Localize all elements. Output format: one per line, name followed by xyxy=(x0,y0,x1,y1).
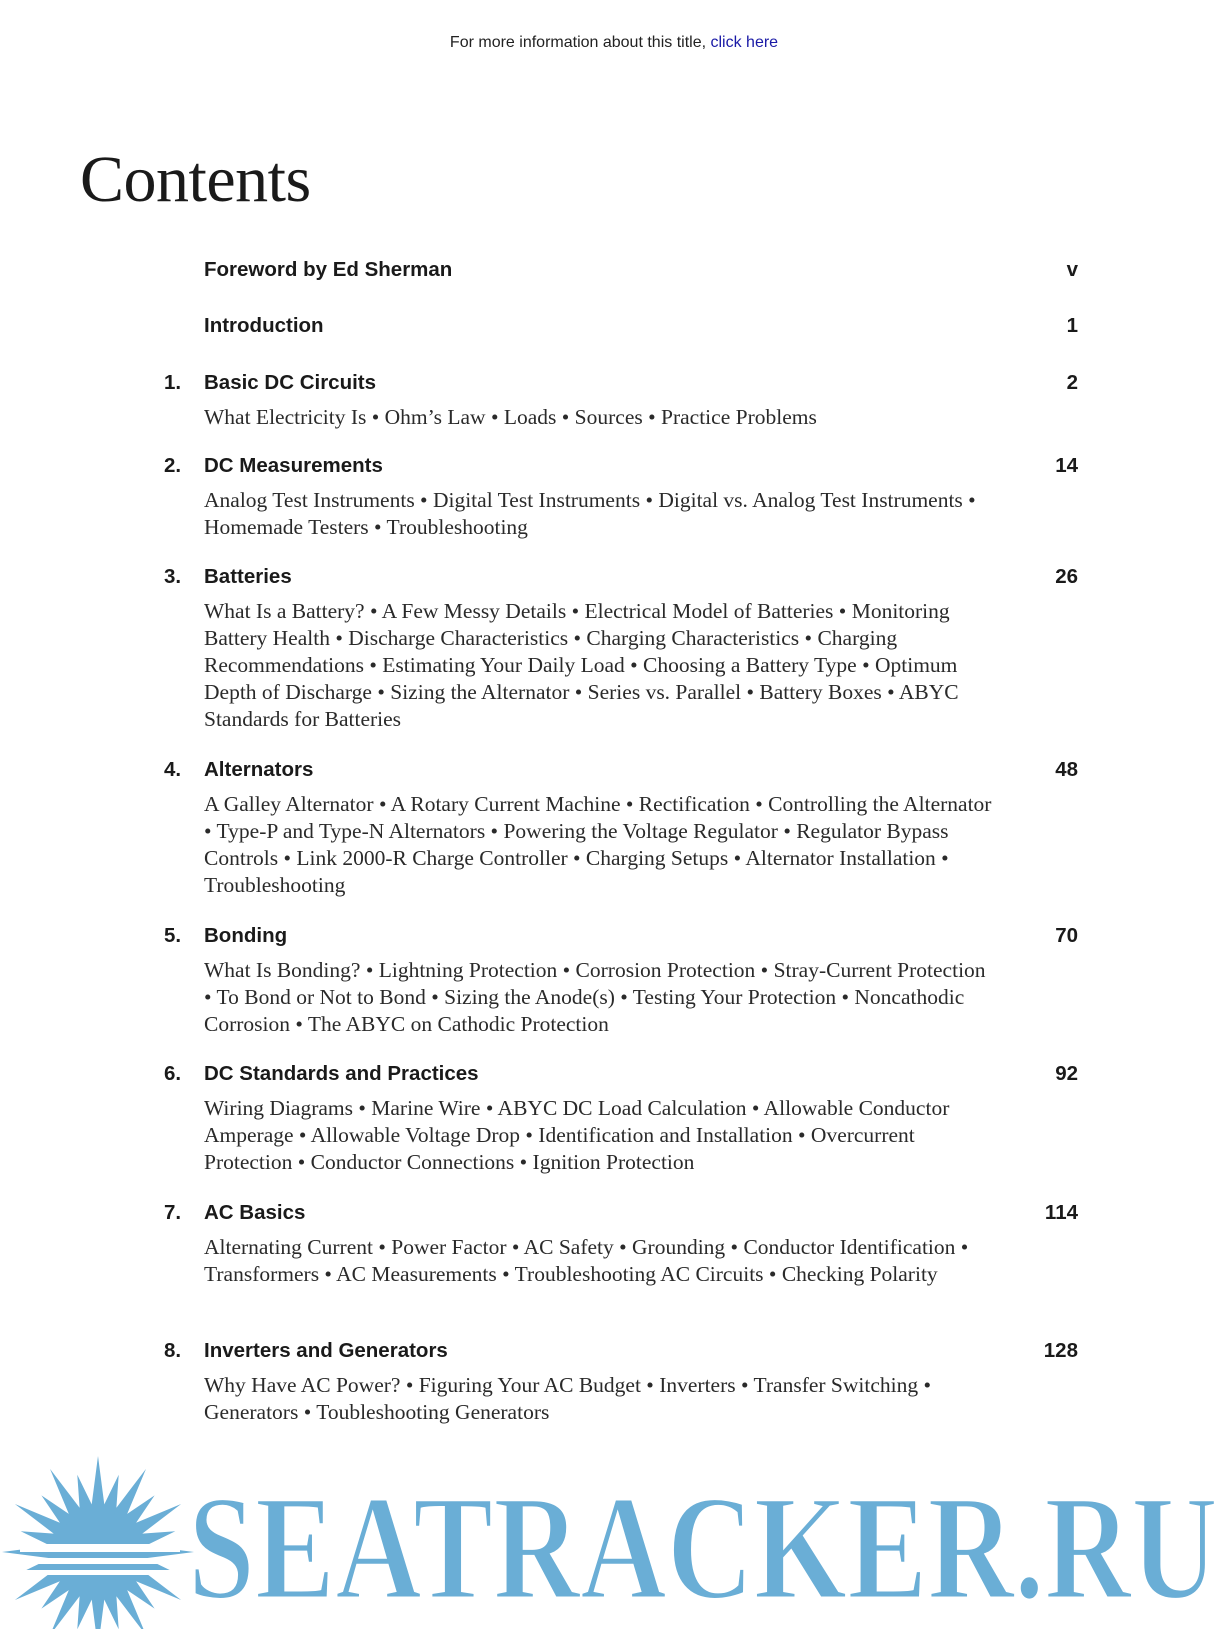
toc-entry-foreword[interactable] xyxy=(0,258,1228,284)
toc-page-number: 70 xyxy=(1055,924,1078,947)
toc-description: Why Have AC Power? • Figuring Your AC Budget • Inverters • Transfer Switching • Generators • Toubleshooting Generators xyxy=(204,1373,932,1424)
toc-description: Alternating Current • Power Factor • AC Safety • Grounding • Conductor Identification • Transformers • AC Measurements • Troubleshooting AC Circuits • Checking Polarity xyxy=(204,1235,969,1286)
click-here-link[interactable]: click here xyxy=(710,34,779,51)
toc-title: Batteries xyxy=(204,565,292,588)
toc-page-number: 2 xyxy=(1066,371,1078,394)
toc-description: A Galley Alternator • A Rotary Current Machine • Rectification • Controlling the Alternator • Type-P and Type-N Alternators • Powering the Voltage Regulator • Regulator Bypass Controls • Link 2000-R Charge Controller • Charging Setups • Alternator Installation • Troubleshooting xyxy=(204,792,992,897)
sun-horizon-stripe xyxy=(20,1570,180,1575)
toc-title: AC Basics xyxy=(204,1201,306,1224)
toc-description: Wiring Diagrams • Marine Wire • ABYC DC Load Calculation • Allowable Conductor Amperage • Allowable Voltage Drop • Identification and Installation • Overcurrent Protection • Conductor Connections • Ignition Protection xyxy=(204,1096,950,1174)
toc-number: 1. xyxy=(164,371,182,394)
toc-entry-chapter-7[interactable] xyxy=(0,1201,1228,1288)
toc-number: 6. xyxy=(164,1062,182,1085)
toc-number: 3. xyxy=(164,565,182,588)
toc-title: Inverters and Generators xyxy=(204,1339,448,1362)
sunburst-icon xyxy=(2,1456,194,1629)
toc-entry-chapter-3[interactable] xyxy=(0,565,1228,733)
watermark-text: SEATRACKER.RU xyxy=(188,1465,1218,1629)
info-note xyxy=(0,34,1228,52)
sun-horizon-stripe xyxy=(20,1558,180,1564)
toc-entry-chapter-5[interactable] xyxy=(0,924,1228,1038)
page-title: Contents xyxy=(80,143,311,216)
toc-title: Basic DC Circuits xyxy=(204,371,377,394)
info-note-text: For more information about this title, xyxy=(449,34,707,51)
toc-number: 5. xyxy=(164,924,182,947)
toc-page-number: v xyxy=(1066,258,1078,281)
toc-page-number: 128 xyxy=(1043,1339,1078,1362)
watermark-logo xyxy=(0,1440,1228,1629)
toc-title: DC Standards and Practices xyxy=(204,1062,479,1085)
toc-title: Bonding xyxy=(204,924,288,947)
toc-page-number: 26 xyxy=(1055,565,1078,588)
toc-description: What Is Bonding? • Lightning Protection • Corrosion Protection • Stray-Current Protection • To Bond or Not to Bond • Sizing the Anode(s) • Testing Your Protection • Noncathodic Corrosion • The ABYC on Cathodic Protection xyxy=(204,958,986,1036)
toc-entry-introduction[interactable] xyxy=(0,314,1228,340)
toc-description: Analog Test Instruments • Digital Test Instruments • Digital vs. Analog Test Instruments • Homemade Testers • Troubleshooting xyxy=(204,488,976,539)
toc-title: DC Measurements xyxy=(204,454,383,477)
toc-entry-chapter-6[interactable] xyxy=(0,1062,1228,1176)
sun-horizon-stripe xyxy=(20,1544,180,1552)
toc-page-number: 48 xyxy=(1055,758,1078,781)
toc-entry-chapter-1[interactable] xyxy=(0,371,1228,431)
toc-description: What Electricity Is • Ohm’s Law • Loads • Sources • Practice Problems xyxy=(204,405,817,429)
toc-page-number: 92 xyxy=(1055,1062,1078,1085)
toc-number: 8. xyxy=(164,1339,182,1362)
toc-title: Foreword by Ed Sherman xyxy=(204,258,453,281)
toc-entry-chapter-2[interactable] xyxy=(0,454,1228,541)
toc-entry-chapter-4[interactable] xyxy=(0,758,1228,899)
toc-number: 2. xyxy=(164,454,182,477)
toc-title: Alternators xyxy=(204,758,314,781)
toc-page-number: 14 xyxy=(1055,454,1078,477)
toc-number: 7. xyxy=(164,1201,182,1224)
toc-page-number: 114 xyxy=(1044,1201,1078,1224)
toc-description: What Is a Battery? • A Few Messy Details • Electrical Model of Batteries • Monitoring Battery Health • Discharge Characteristics • Charging Characteristics • Charging Recommendations • Estimating Your Daily Load • Choosing a Battery Type • Optimum Depth of Discharge • Sizing the Alternator • Series vs. Parallel • Battery Boxes • ABYC Standards for Batteries xyxy=(204,599,959,731)
toc-entry-chapter-8[interactable] xyxy=(0,1339,1228,1426)
toc-number: 4. xyxy=(164,758,182,781)
toc-title: Introduction xyxy=(204,314,324,337)
toc-page-number: 1 xyxy=(1066,314,1078,337)
